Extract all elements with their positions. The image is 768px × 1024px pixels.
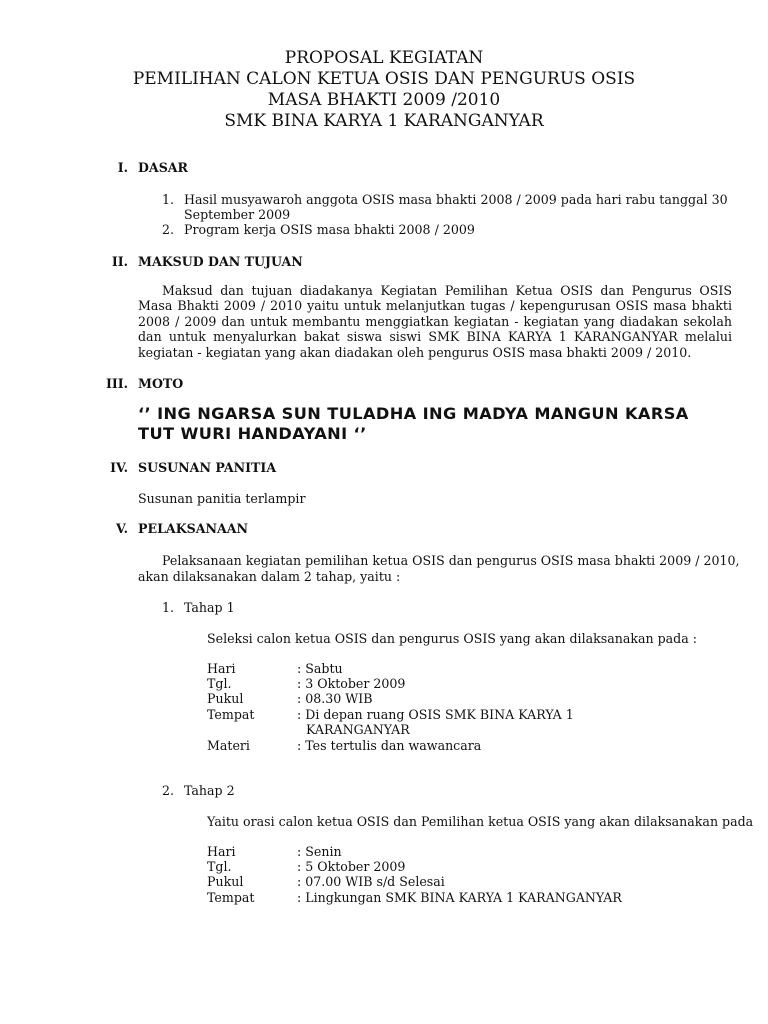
pelaksanaan-intro-continued: akan dilaksanakan dalam 2 tahap, yaitu : — [138, 569, 401, 584]
schedule-value: : Senin — [297, 844, 342, 859]
list-item-text-continued: September 2009 — [184, 207, 291, 222]
section-number: II. — [111, 254, 128, 269]
pelaksanaan-intro: Pelaksanaan kegiatan pemilihan ketua OSIS dan pengurus OSIS masa bhakti 2009 / 2010, — [162, 553, 740, 568]
schedule-value: : Tes tertulis dan wawancara — [297, 738, 482, 753]
schedule-key: Pukul — [207, 691, 244, 706]
schedule-value: : Di depan ruang OSIS SMK BINA KARYA 1 — [297, 707, 574, 722]
schedule-value: : Sabtu — [297, 661, 343, 676]
section-label: SUSUNAN PANITIA — [138, 460, 277, 475]
schedule-value: : 3 Oktober 2009 — [297, 676, 406, 691]
schedule-key: Pukul — [207, 874, 244, 889]
motto-line-2: TUT WURI HANDAYANI ‘’ — [138, 424, 367, 443]
tahap-description: Seleksi calon ketua OSIS dan pengurus OSIS yang akan dilaksanakan pada : — [207, 631, 697, 646]
title-line-1: PROPOSAL KEGIATAN — [284, 48, 484, 68]
section-number: V. — [116, 521, 128, 536]
schedule-value-continued: KARANGANYAR — [306, 722, 410, 737]
tahap-number: 2. — [162, 783, 175, 798]
list-item-text: Hasil musyawaroh anggota OSIS masa bhakti 2008 / 2009 pada hari rabu tanggal 30 — [184, 192, 728, 207]
list-item-text: Program kerja OSIS masa bhakti 2008 / 2009 — [184, 222, 475, 237]
tahap-label: Tahap 2 — [184, 783, 235, 798]
section-number: IV. — [110, 460, 128, 475]
schedule-value: : 08.30 WIB — [297, 691, 373, 706]
susunan-text: Susunan panitia terlampir — [138, 491, 306, 506]
tahap-label: Tahap 1 — [184, 600, 235, 615]
motto-line-1: ‘’ ING NGARSA SUN TULADHA ING MADYA MANGUN KARSA — [138, 404, 689, 423]
section-number: III. — [105, 376, 128, 391]
schedule-key: Tempat — [207, 707, 255, 722]
schedule-value: : Lingkungan SMK BINA KARYA 1 KARANGANYAR — [297, 890, 622, 905]
list-item-number: 2. — [162, 222, 175, 237]
motto-text — [138, 404, 689, 444]
title-line-4: SMK BINA KARYA 1 KARANGANYAR — [224, 111, 544, 131]
schedule-key: Hari — [207, 661, 236, 676]
schedule-key: Tgl. — [207, 859, 232, 874]
section-label: DASAR — [138, 160, 189, 175]
schedule-key: Materi — [207, 738, 250, 753]
maksud-paragraph: Maksud dan tujuan diadakanya Kegiatan Pemilihan Ketua OSIS dan Pengurus OSIS Masa Bhakti 2009 / 2010 yaitu untuk melanjutkan tugas / kepengurusan OSIS masa bhakti 2008 / 2009 dan untuk membantu menggiatkan kegiatan - kegiatan yang diadakan sekolah dan untuk menyalurkan bakat siswa siswi SMK BINA KARYA 1 KARANGANYAR melalui kegiatan - kegiatan yang akan diadakan oleh pengurus OSIS masa bhakti 2009 / 2010. — [138, 283, 732, 360]
list-item-number: 1. — [162, 192, 175, 207]
document-title — [0, 48, 768, 132]
schedule-key: Tempat — [207, 890, 255, 905]
section-label: MOTO — [138, 376, 184, 391]
schedule-key: Hari — [207, 844, 236, 859]
title-line-2: PEMILIHAN CALON KETUA OSIS DAN PENGURUS OSIS — [132, 69, 636, 89]
section-label: MAKSUD DAN TUJUAN — [138, 254, 303, 269]
section-number: I. — [117, 160, 128, 175]
section-label: PELAKSANAAN — [138, 521, 249, 536]
title-line-3: MASA BHAKTI 2009 /2010 — [267, 90, 501, 110]
schedule-value: : 5 Oktober 2009 — [297, 859, 406, 874]
schedule-key: Tgl. — [207, 676, 232, 691]
tahap-number: 1. — [162, 600, 175, 615]
schedule-value: : 07.00 WIB s/d Selesai — [297, 874, 445, 889]
tahap-description: Yaitu orasi calon ketua OSIS dan Pemilihan ketua OSIS yang akan dilaksanakan pada — [207, 814, 754, 829]
